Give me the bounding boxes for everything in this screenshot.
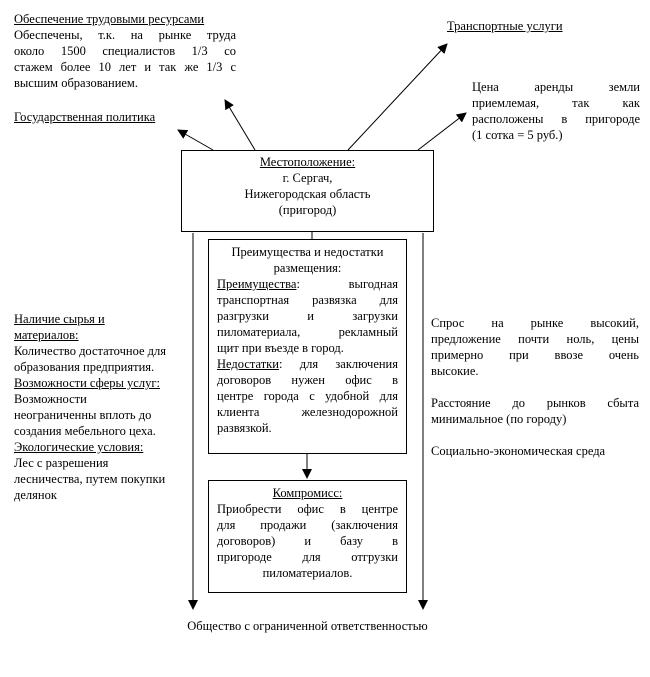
services-line: неограниченны вплоть до	[14, 408, 152, 422]
proscons-title: размещения:	[273, 261, 342, 275]
transport-heading: Транспортные услуги	[447, 19, 563, 33]
advantages-line: щит при въезде в город.	[217, 341, 344, 355]
proscons-box	[208, 239, 407, 454]
location-line: (пригород)	[278, 203, 337, 217]
compromise-line: пиломатериалов.	[262, 566, 353, 580]
eco-line: лесничества, путем покупки	[14, 472, 166, 486]
disadvantages-line: договоров нужен офис в	[217, 373, 398, 387]
land-line: (1 сотка = 5 руб.)	[472, 128, 563, 142]
demand-line: примерно при ввозе очень	[431, 348, 639, 362]
advantages-line: пиломатериала, рекламный	[217, 325, 398, 339]
proscons-title: Преимущества и недостатки	[231, 245, 384, 259]
land-line: Цена аренды земли	[472, 80, 640, 94]
eco-heading: Экологические условия:	[14, 440, 144, 454]
advantages-label: Преимущества	[217, 277, 297, 291]
raw-heading: Наличие сырья и	[14, 312, 105, 326]
raw-line: образования предприятия.	[14, 360, 155, 374]
compromise-line: для продажи (заключения	[217, 518, 398, 532]
labor-block	[14, 11, 236, 91]
services-line: создания мебельного цеха.	[14, 424, 156, 438]
location-heading: Местоположение:	[259, 155, 356, 169]
policy-heading: Государственная политика	[14, 110, 156, 124]
advantages-line: транспортная развязка для	[217, 293, 398, 307]
location-box	[181, 150, 434, 232]
labor-line: около 1500 специалистов 1/3 со	[14, 44, 236, 58]
land-line: приемлемая, так как	[472, 96, 640, 110]
eco-line: Лес с разрешения	[14, 456, 109, 470]
labor-line: стажем более 10 лет и так же 1/3 с	[14, 60, 236, 74]
location-line: Нижегородская область	[244, 187, 371, 201]
distance-line: Расстояние до рынков сбыта	[431, 396, 639, 410]
left-factors	[14, 311, 192, 503]
disadvantages-label: Недостатки	[217, 357, 279, 371]
distance-line: минимальное (по городу)	[431, 412, 567, 426]
arrow-to-land	[418, 113, 466, 150]
advantages-text: : выгодная	[296, 277, 398, 291]
disadvantages-line: центре города с удобной для	[217, 389, 398, 403]
bottom-label: Общество с ограниченной ответственностью	[187, 619, 428, 633]
advantages-first-line	[217, 276, 398, 292]
arrow-to-transport	[348, 44, 447, 150]
labor-line: высшим образованием.	[14, 76, 138, 90]
policy-block	[14, 109, 194, 125]
demand-line: предложение почти ноль, цены	[431, 332, 639, 346]
compromise-line: Приобрести офис в центре	[217, 502, 398, 516]
raw-line: Количество достаточное для	[14, 344, 167, 358]
compromise-line: договоров) и базу в	[217, 534, 398, 548]
land-block	[472, 79, 640, 143]
compromise-heading: Компромисс:	[272, 486, 343, 500]
demand-line: Спрос на рынке высокий,	[431, 316, 639, 330]
compromise-line: пригороде для отгрузки	[217, 550, 398, 564]
advantages-line: разгрузки и загрузки	[217, 309, 398, 323]
arrow-to-labor	[225, 100, 255, 150]
compromise-box	[208, 480, 407, 593]
labor-line: Обеспечены, т.к. на рынке труда	[14, 28, 236, 42]
disadvantages-text: : для заключения	[278, 357, 398, 371]
right-factors	[431, 315, 639, 459]
disadvantages-first-line	[217, 356, 398, 372]
disadvantages-line: клиента железнодорожной	[217, 405, 398, 419]
services-heading: Возможности сферы услуг:	[14, 376, 160, 390]
disadvantages-line: развязкой.	[217, 421, 272, 435]
raw-heading: материалов:	[14, 328, 79, 342]
transport-block	[447, 18, 587, 34]
socio-label: Социально-экономическая среда	[431, 444, 606, 458]
arrow-to-policy	[178, 130, 213, 150]
labor-heading: Обеспечение трудовыми ресурсами	[14, 12, 205, 26]
eco-line: делянок	[14, 488, 57, 502]
demand-line: высокие.	[431, 364, 479, 378]
services-line: Возможности	[14, 392, 87, 406]
land-line: расположены в пригороде	[472, 112, 640, 126]
location-line: г. Сергач,	[282, 171, 333, 185]
